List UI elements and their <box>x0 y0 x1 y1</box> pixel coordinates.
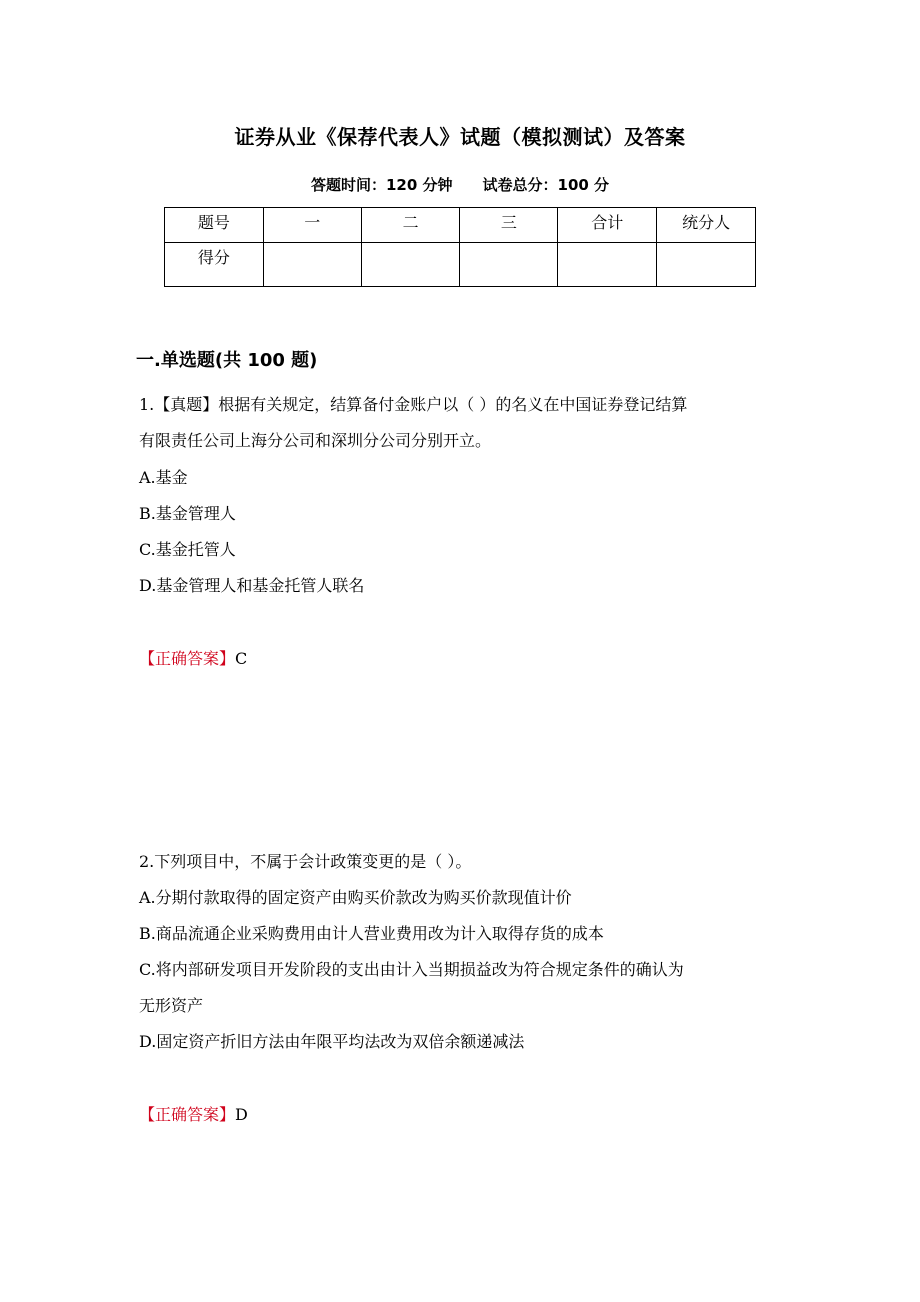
question-2-option: A.分期付款取得的固定资产由购买价款改为购买价款现值计价 <box>139 888 572 907</box>
question-2-option: C.将内部研发项目开发阶段的支出由计入当期损益改为符合规定条件的确认为 <box>139 960 684 979</box>
question-2-stem-line: 2.下列项目中，不属于会计政策变更的是（ ）。 <box>139 852 472 871</box>
score-cell[interactable] <box>263 243 361 287</box>
exam-total-score: 试卷总分：100 分 <box>482 176 610 194</box>
question-2-answer <box>139 1102 248 1125</box>
question-1-answer <box>139 646 247 669</box>
exam-info <box>0 174 920 195</box>
answer-label: 【正确答案】 <box>139 1105 236 1124</box>
answer-label: 【正确答案】 <box>139 649 236 668</box>
question-1-option: C.基金托管人 <box>139 540 236 559</box>
question-2-option: B.商品流通企业采购费用由计人营业费用改为计入取得存货的成本 <box>139 924 604 943</box>
score-table-header: 二 <box>361 208 460 243</box>
answer-value: D <box>235 1105 248 1124</box>
answer-value: C <box>235 649 248 668</box>
score-table-header: 合计 <box>558 208 657 243</box>
score-row-label: 得分 <box>165 243 264 287</box>
score-cell[interactable] <box>460 243 558 287</box>
question-1-option: A.基金 <box>139 468 188 487</box>
score-table-header: 题号 <box>165 208 264 243</box>
score-cell[interactable] <box>558 243 657 287</box>
score-cell[interactable] <box>657 243 756 287</box>
score-table-header: 统分人 <box>657 208 756 243</box>
question-1-stem-line: 有限责任公司上海分公司和深圳分公司分别开立。 <box>139 431 492 450</box>
question-2-option-continued: 无形资产 <box>139 996 204 1015</box>
question-2-option: D.固定资产折旧方法由年限平均法改为双倍余额递减法 <box>139 1032 525 1051</box>
exam-time: 答题时间：120 分钟 <box>310 176 453 194</box>
question-1-stem-line: 1.【真题】根据有关规定，结算备付金账户以（ ）的名义在中国证券登记结算 <box>139 395 688 414</box>
score-table <box>164 207 756 287</box>
score-table-header-row <box>165 208 756 243</box>
question-1-option: B.基金管理人 <box>139 504 236 523</box>
section-heading: 一.单选题(共 100 题) <box>136 350 318 371</box>
question-1-option: D.基金管理人和基金托管人联名 <box>139 576 365 595</box>
score-table-score-row <box>165 243 756 287</box>
score-cell[interactable] <box>361 243 460 287</box>
page-title: 证券从业《保荐代表人》试题（模拟测试）及答案 <box>234 125 686 149</box>
score-table-header: 一 <box>263 208 361 243</box>
score-table-header: 三 <box>460 208 558 243</box>
